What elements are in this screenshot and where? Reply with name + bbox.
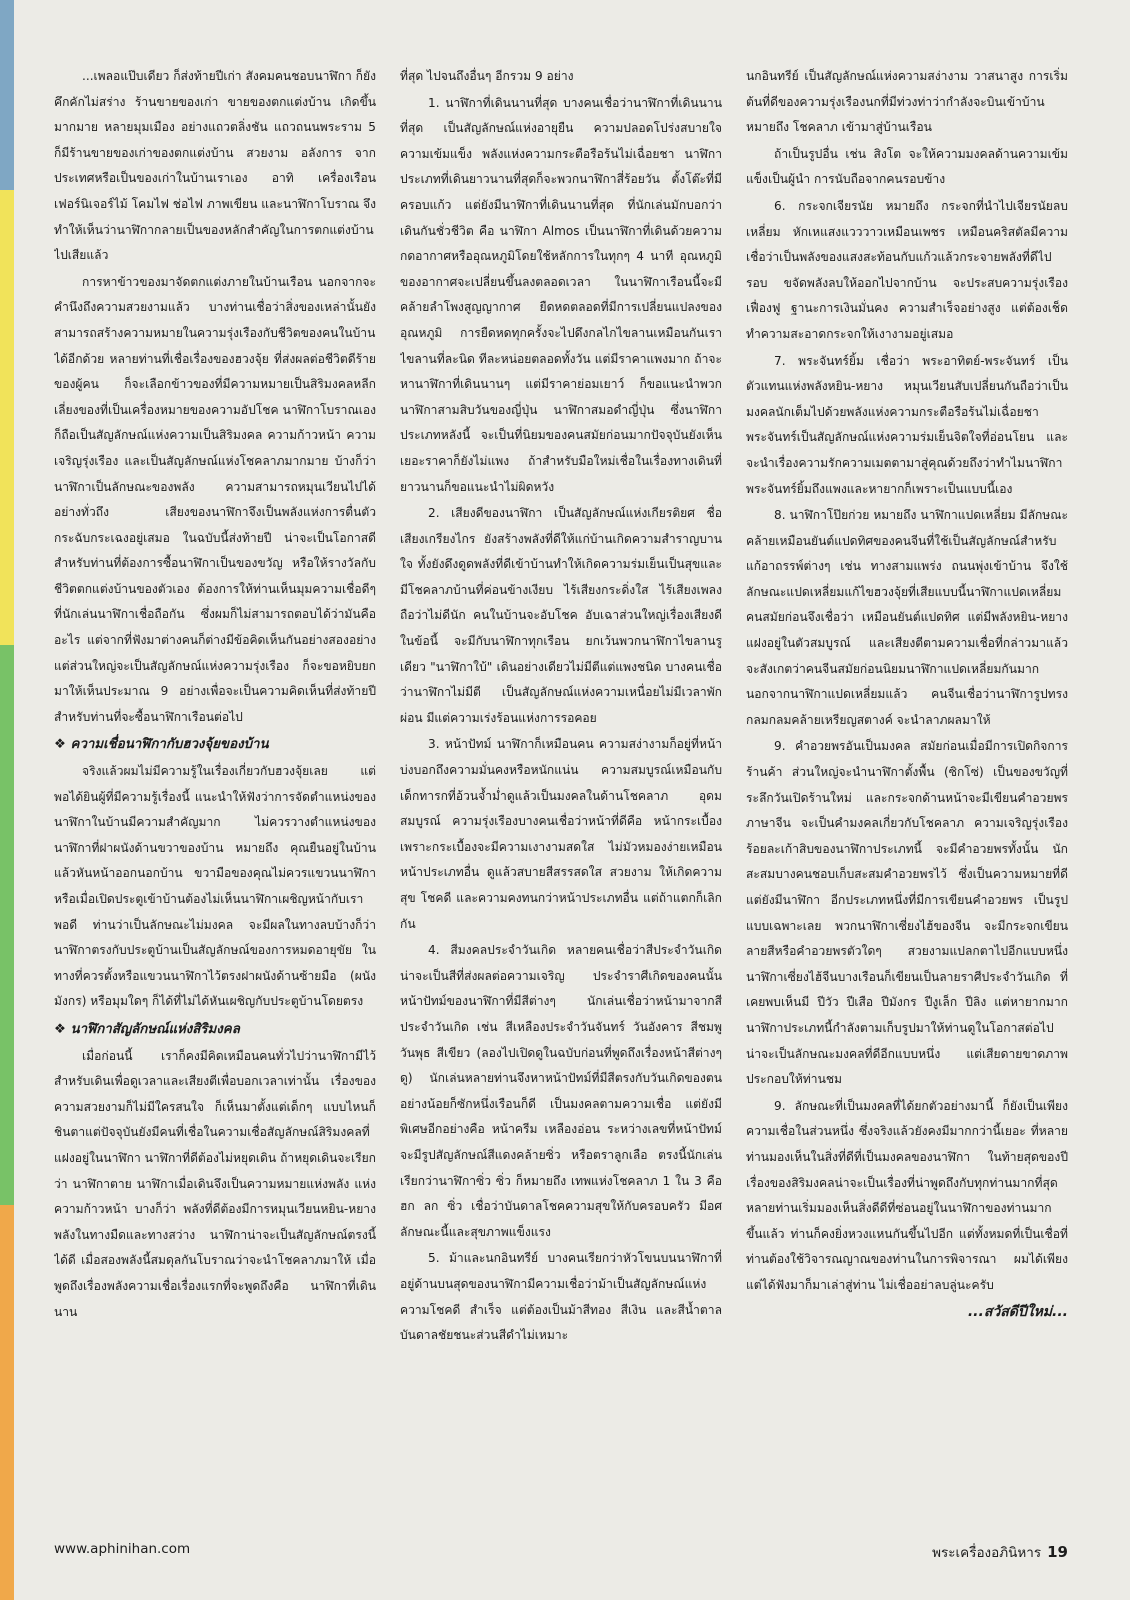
edge-color-strip	[0, 645, 14, 1205]
paragraph: ...เพลอแป๊บเดียว ก็ส่งท้ายปีเก่า สังคมคนชอบนาฬิกา ก็ยังคึกคักไม่สร่าง ร้านขายของเก่า ขายของตกแต่งบ้าน เกิดขึ้นมากมาย หลายมุมเมือง อย่างแถวตลิ่งชัน แถวถนนพระราม 5 ก็มีร้านขายของเก่าของตกแต่งบ้าน สวยงาม อลังการ จากประเทศหรือเป็นของเก่าในบ้านเราเอง อาทิ เครื่องเรือน เฟอร์นิเจอร์ไม้ โคมไฟ ช่อไฟ ภาพเขียน และนาฬิกาโบราณ จึงทำให้เห็นว่านาฬิกากลายเป็นของหลักสำคัญในการตกแต่งบ้านไปเสียแล้ว	[54, 69, 376, 263]
paragraph: 8. นาฬิกาโป๊ยก่วย หมายถึง นาฬิกาแปดเหลี่ยม มีลักษณะคล้ายเหมือนยันต์แปดทิศของคนจีนที่ใช้เป็นสัญลักษณ์สำหรับแก้อาถรรพ์ต่างๆ เช่น ทางสามแพร่ง ถนนพุ่งเข้าบ้าน จึงใช้ลักษณะแปดเหลี่ยมแก้ไขฮวงจุ้ยที่เสียแบบนี้นาฬิกาแปดเหลี่ยมคนสมัยก่อนจึงเชื่อว่า เหมือนยันต์แปดทิศ แต่มีพลังหยิน-หยาง แฝงอยู่ในตัวสมบูรณ์ และเสียงตีตามความเชื่อที่กล่าวมาแล้ว จะสังเกตว่าคนจีนสมัยก่อนนิยมนาฬิกาแปดเหลี่ยมกันมาก นอกจากนาฬิกาแปดเหลี่ยมแล้ว คนจีนเชื่อว่านาฬิการูปทรงกลมกลมคล้ายเหรียญสตางค์ จะนำลาภผลมาให้	[746, 508, 1068, 727]
footer-page-info	[932, 1541, 1068, 1563]
footer-magazine-name: พระเครื่องอภินิหาร	[932, 1545, 1042, 1561]
paragraph: 9. คำอวยพรอันเป็นมงคล สมัยก่อนเมื่อมีการเปิดกิจการร้านค้า ส่วนใหญ่จะนำนาฬิกาตั้งพื้น (ซิกโซ่) เป็นของขวัญที่ระลึกวันเปิดร้านใหม่ และกระจกด้านหน้าจะมีเขียนคำอวยพรภาษาจีน จะเป็นคำมงคลเกี่ยวกับโชคลาภ ความเจริญรุ่งเรือง ร้อยละเก้าสิบของนาฬิกาประเภทนี้ จะมีคำอวยพรทั้งนั้น นักสะสมบางคนชอบเก็บสะสมคำอวยพรไว้ ซึ่งเป็นความหมายที่ดี แต่ยังมีนาฬิกา อีกประเภทหนึ่งที่มีการเขียนคำอวยพร เป็นรูปแบบเฉพาะเลย พวกนาฬิกาเซี่ยงไฮ้ของจีน จะมีกระจกเขียนลายสีหรือคำอวยพรตัวใดๆ สวยงามแปลกตาไปอีกแบบหนึ่ง นาฬิกาเซี่ยงไฮ้จีนบางเรือนก็เขียนเป็นลายราศีประจำวันเกิด ที่เคยพบเห็นมี ปีวัว ปีเสือ ปีมังกร ปีงูเล็ก ปีลิง แต่หายากมาก นาฬิกาประเภทนี้กำลังตามเก็บรูปมาให้ท่านดูในโอกาสต่อไปน่าจะเป็นลักษณะมงคลที่ดีอีกแบบหนึ่ง แต่เสียดายขาดภาพประกอบให้ท่านชม	[746, 739, 1068, 1087]
page-number: 19	[1047, 1543, 1068, 1561]
text-column-right	[746, 64, 1068, 1524]
paragraph: 6. กระจกเจียรนัย หมายถึง กระจกที่นำไปเจียรนัยลบเหลี่ยม หักเหแสงแวววาวเหมือนเพชร เหมือนคริสตัลมีความเชื่อว่าเป็นพลังของแสงสะท้อนกับแก้วแล้วกระจายพลังที่ดีไปรอบ ขจัดพลังลบให้ออกไปจากบ้าน จะประสบความรุ่งเรือง เฟื่องฟู ฐานะการเงินมั่นคง ความสำเร็จอย่างสูง แต่ต้องเช็ดทำความสะอาดกระจกให้เงางามอยู่เสมอ	[746, 198, 1068, 341]
paragraph: 5. ม้าและนกอินทรีย์ บางคนเรียกว่าหัวโขนบนนาฬิกาที่อยู่ด้านบนสุดของนาฬิกามีความเชื่อว่าม้าเป็นสัญลักษณ์แห่งความโชคดี สำเร็จ แต่ต้องเป็นม้าสีทอง สีเงิน และสีน้ำตาล บันดาลชัยชนะส่วนสีดำไม่เหมาะ	[400, 1251, 722, 1343]
paragraph: ที่สุด ไปจนถึงอื่นๆ อีกรวม 9 อย่าง	[400, 69, 574, 83]
paragraph: จริงแล้วผมไม่มีความรู้ในเรื่องเกี่ยวกับฮวงจุ้ยเลย แต่พอได้ยินผู้ที่มีความรู้เรื่องนี้ แนะนำให้ฟังว่าการจัดตำแหน่งของนาฬิกาในบ้านมีความสำคัญมาก ไม่ควรวางตำแหน่งของนาฬิกาที่ฝาผนังด้านขวาของบ้าน หมายถึง คุณยืนอยู่ในบ้านแล้วหันหน้าออกนอกบ้าน ขวามือของคุณไม่ควรแขวนนาฬิกาหรือเมื่อเปิดประตูเข้าบ้านต้องไม่เห็นนาฬิกาเผชิญหน้ากับเราพอดี ท่านว่าเป็นลักษณะไม่มงคล จะมีผลในทางลบบ้างก็ว่า นาฬิกาตรงกับประตูบ้านเป็นสัญลักษณ์ของการหมดอายุขัย ในทางที่ควรตั้งหรือแขวนนาฬิกาไว้ตรงฝาผนังด้านซ้ายมือ (ผนังมังกร) หรือมุมใดๆ ก็ได้ที่ไม่ได้หันเผชิญกับประตูบ้านโดยตรง	[54, 764, 376, 1009]
text-column-left	[54, 64, 376, 1524]
closing-line: ...สวัสดีปีใหม่...	[967, 1303, 1068, 1320]
paragraph: 1. นาฬิกาที่เดินนานที่สุด บางคนเชื่อว่านาฬิกาที่เดินนานที่สุด เป็นสัญลักษณ์แห่งอายุยืน ความปลอดโปร่งสบายใจ ความเข้มแข็ง พลังแห่งความกระตือรือร้นไม่เฉื่อยชา นาฬิกาประเภทที่เดินยาวนานที่สุดก็จะพวกนาฬิกาสี่ร้อยวัน ตั้งโต๊ะที่มีครอบแก้ว แต่ยังมีนาฬิกาที่เดินนานที่สุด ที่นักเล่นมักบอกว่าเดินกันชั่วชีวิต คือ นาฬิกา Almos เป็นนาฬิกาที่เดินด้วยความกดอากาศหรืออุณหภูมิโดยใช้หลักการในทุกๆ 4 นาที อุณหภูมิของอากาศจะเปลี่ยนขึ้นลงตลอดเวลา ในนาฬิกาเรือนนี้จะมีคล้ายลำโพงสูญญากาศ ยืดหดตลอดที่มีการเปลี่ยนแปลงของอุณหภูมิ การยืดหดทุกครั้งจะไปดึงกลไกไขลานเหมือนกันเราไขลานที่ละนิด ทีละหน่อยตลอดทั้งวัน แต่มีราคาแพงมาก ถ้าจะหานาฬิกาที่เดินนานๆ แต่มีราคาย่อมเยาว์ ก็ขอแนะนำพวกนาฬิกาสามสิบวันของญี่ปุ่น นาฬิกาสมอดำญี่ปุ่น ซึ่งนาฬิกาประเภทหลังนี้ จะเป็นที่นิยมของคนสมัยก่อนมากปัจจุบันยังเห็นเยอะราคาก็ยังไม่แพง ถ้าสำหรับมือใหม่เชื่อในเรื่องทางเดินที่ยาวนานก็ขอแนะนำไม่ผิดหวัง	[400, 95, 722, 494]
edge-color-strip	[0, 190, 14, 645]
paragraph: ถ้าเป็นรูปอื่น เช่น สิงโต จะให้ความมงคลด้านความเข้มแข็งเป็นผู้นำ การนับถือจากคนรอบข้าง	[746, 146, 1068, 187]
paragraph: 9. ลักษณะที่เป็นมงคลที่ได้ยกตัวอย่างมานี้ ก็ยังเป็นเพียงความเชื่อในส่วนหนึ่ง ซึ่งจริงแล้วยังคงมีมากกว่านี้เยอะ ที่หลายท่านมองเห็นในสิ่งที่ดีที่เป็นมงคลของนาฬิกา ในท้ายสุดของปีเรื่องของสิริมงคลน่าจะเป็นเรื่องที่น่าพูดถึงกับทุกท่านมากที่สุด หลายท่านเริ่มมองเห็นสิ่งดีดีที่ซ่อนอยู่ในนาฬิกาของท่านมากขึ้นแล้ว ท่านก็คงยิ่งหวงแหนกันขึ้นไปอีก แต่ทั้งหมดที่เป็นเชื่อที่ท่านต้องใช้วิจารณญาณของท่านในการพิจารณา ผมได้เพียงแต่ได้ฟังมาก็มาเล่าสู่ท่าน ไม่เชื่ออย่าลบลู่นะครับ	[746, 1098, 1068, 1292]
section-heading: ❖ ความเชื่อนาฬิกากับฮวงจุ้ยของบ้าน	[54, 737, 269, 753]
footer-website: www.aphinihan.com	[54, 1541, 191, 1557]
edge-color-strip	[0, 1205, 14, 1600]
paragraph: 2. เสียงดีของนาฬิกา เป็นสัญลักษณ์แห่งเกียรติยศ ชื่อเสียงเกรียงไกร ยังสร้างพลังที่ดีให้แก่บ้านเกิดความสำราญบานใจ ทั้งยังดึงดูดพลังที่ดีเข้าบ้านทำให้เกิดความร่มเย็นเป็นสุขและมีโชคลาภบ้านที่ค่อนข้างเงียบ ไร้เสียงกระดิ่งใส ไร้เสียงเพลง ถือว่าไม่ดีนัก คนในบ้านจะอับโชค อับเฉาส่วนใหญ่เรื่องเสียงดีในข้อนี้ จะมีกับนาฬิกาทุกเรือน ยกเว้นพวกนาฬิกาไขลานรูเดียว "นาฬิกาใบ้" เดินอย่างเดียวไม่มีตีแต่แพงชนิด บางคนเชื่อว่านาฬิกาไม่มีตี เป็นสัญลักษณ์แห่งความเหนื่อยไม่มีเวลาพักผ่อน มีแต่ความเร่งร้อนแห่งการรอคอย	[400, 506, 722, 725]
paragraph: 3. หน้าปัทม์ นาฬิกาก็เหมือนคน ความสง่างามก็อยู่ที่หน้า บ่งบอกถึงความมั่นคงหรือหนักแน่น ความสมบูรณ์เหมือนกับเด็กทารกที่อ้วนจ้ำม่ำดูแล้วเป็นมงคลในด้านโชคลาภ อุดมสมบูรณ์ ความรุ่งเรืองบางคนเชื่อว่าหน้าที่ดีคือ หน้ากระเบื้อง เพราะกระเบื้องจะมีความเงางามสดใส ไม่มัวหมองง่ายเหมือนหน้าประเภทอื่น ดูแล้วสบายสีสรรสดใส สวยงาม ให้เกิดความสุข โชคดี และความคงทนกว่าหน้าประเภทอื่น แต่ถ้าแตกก็เลิกกัน	[400, 737, 722, 931]
article-body	[54, 64, 1068, 1524]
text-column-middle	[400, 64, 722, 1524]
paragraph: นกอินทรีย์ เป็นสัญลักษณ์แห่งความสง่างาม วาสนาสูง การเริ่มต้นที่ดีของความรุ่งเรืองนกที่มีท่วงท่าว่ากำลังจะบินเข้าบ้าน หมายถึง โชคลาภ เข้ามาสู่บ้านเรือน	[746, 69, 1068, 135]
section-heading: ❖ นาฬิกาสัญลักษณ์แห่งสิริมงคล	[54, 1021, 240, 1037]
paragraph: 4. สีมงคลประจำวันเกิด หลายคนเชื่อว่าสีประจำวันเกิดน่าจะเป็นสีที่ส่งผลต่อความเจริญ ประจำราศีเกิดของคนนั้น หน้าปัทม์ของนาฬิกาที่มีสีต่างๆ นักเล่นเชื่อว่าหน้ามาจากสีประจำวันเกิด เช่น สีเหลืองประจำวันจันทร์ วันอังคาร สีชมพู วันพุธ สีเขียว (ลองไปเปิดดูในฉบับก่อนที่พูดถึงเรื่องหน้าสีต่างๆ ดู) นักเล่นหลายท่านจึงหาหน้าปัทม์ที่มีสีตรงกับวันเกิดของตน อย่างน้อยก็ซักหนึ่งเรือนก็ดี เป็นมงคลตามความเชื่อ แต่ยังมีพิเศษอีกอย่างคือ หน้าครีม เหลืองอ่อน ระหว่างเลขที่หน้าปัทม์จะมีรูปสัญลักษณ์สีแดงคล้ายซิ่ว หรือตราลูกเลือ ตรงนี้นักเล่นเรียกว่านาฬิกาซิ่ว ซิ่ว ก็หมายถึง เทพแห่งโชคลาภ 1 ใน 3 คือ ฮก ลก ซิ่ว เชื่อว่าบันดาลโชคความสุขให้กับครอบครัว มีอศลักษณะนี้และสุขภาพแข็งแรง	[400, 943, 722, 1239]
paragraph: เมื่อก่อนนี้ เราก็คงมีคิดเหมือนคนทั่วไปว่านาฬิกามีไว้สำหรับเดินเพื่อดูเวลาและเสียงตีเพื่อบอกเวลาเท่านั้น เรื่องของความสวยงามก็ไม่มีใครสนใจ ก็เห็นมาตั้งแต่เด็กๆ แบบไหนก็ชินตาแต่ปัจจุบันยังมีคนที่เชื่อในความเชื่อสัญลักษณ์สิริมงคลที่แฝงอยู่ในนาฬิกา นาฬิกาที่ดีต้องไม่หยุดเดิน ถ้าหยุดเดินจะเรียกว่า นาฬิกาตาย นาฬิกาเมื่อเดินจึงเป็นความหมายแห่งพลัง แห่งความก้าวหน้า บางก็ว่า พลังที่ดีต้องมีการหมุนเวียนหยิน-หยาง พลังในทางมืดและทางสว่าง นาฬิกาน่าจะเป็นสัญลักษณ์ตรงนี้ได้ดี เมื่อสองพลังนี้สมดุลกันโบราณว่าจะนำโชคลาภมาให้ เมื่อพูดถึงเรื่องพลังความเชื่อเรื่องแรกที่จะพูดถึงคือ นาฬิกาที่เดินนาน	[54, 1048, 376, 1319]
edge-color-strip	[0, 0, 14, 190]
paragraph: 7. พระจันทร์ยิ้ม เชื่อว่า พระอาทิตย์-พระจันทร์ เป็นตัวแทนแห่งพลังหยิน-หยาง หมุนเวียนสับเปลี่ยนกันถือว่าเป็นมงคลนักเต็มไปด้วยพลังแห่งความกระตือรือร้นไม่เฉื่อยชา พระจันทร์เป็นสัญลักษณ์แห่งความร่มเย็นจิตใจที่อ่อนโยน และจะนำเรื่องความรักความเมตตามาสู่คุณด้วยถึงว่าทำไมนาฬิกาพระจันทร์ยิ้มถึงแพงและหายากก็เพราะเป็นแบบนี้เอง	[746, 353, 1068, 496]
page-footer	[54, 1541, 1068, 1567]
paragraph: การหาข้าวของมาจัดตกแต่งภายในบ้านเรือน นอกจากจะคำนึงถึงความสวยงามแล้ว บางท่านเชื่อว่าสิ่งของเหล่านั้นยังสามารถสร้างความหมายในความรุ่งเรืองกับชีวิตของคนในบ้านได้อีกด้วย หลายท่านที่เชื่อเรื่องของฮวงจุ้ย ที่ส่งผลต่อชีวิตดีร้ายของผู้คน ก็จะเลือกข้าวของที่มีความหมายเป็นสิริมงคลหลีกเลี่ยงของที่เป็นเครื่องหมายของความอัปโชค นาฬิกาโบราณเองก็ถือเป็นสัญลักษณ์แห่งความเป็นสิริมงคล ความก้าวหน้า ความเจริญรุ่งเรือง และเป็นสัญลักษณ์แห่งโชคลาภมากมาย บ้างก็ว่านาฬิกาเป็นลักษณะของพลัง ความสามารถหมุนเวียนไปได้อย่างทั่วถึง เสียงของนาฬิกาจึงเป็นพลังแห่งการตื่นตัว กระฉับกระเฉงอยู่เสมอ ในฉบับนี้ส่งท้ายปี น่าจะเป็นโอกาสดีสำหรับท่านที่ต้องการซื้อนาฬิกาเป็นของขวัญ หรือให้รางวัลกับชีวิตตกแต่งบ้านของตัวเอง ต้องการให้ท่านเห็นมุมความเชื่อดีๆ ที่นักเล่นนาฬิกาเชื่อถือกัน ซึ่งผมก็ไม่สามารถตอบได้ว่ามันคืออะไร แต่จากที่ฟังมาต่างคนก็ต่างมีข้อคิดเห็นกันอย่างสองอย่าง แต่ส่วนใหญ่จะเป็นสัญลักษณ์แห่งความรุ่งเรือง ก็จะขอหยิบยกมาให้เห็นประมาณ 9 อย่างเพื่อจะเป็นความคิดเห็นที่ส่งท้ายปี สำหรับท่านที่จะซื้อนาฬิกาเรือนต่อไป	[54, 274, 376, 724]
